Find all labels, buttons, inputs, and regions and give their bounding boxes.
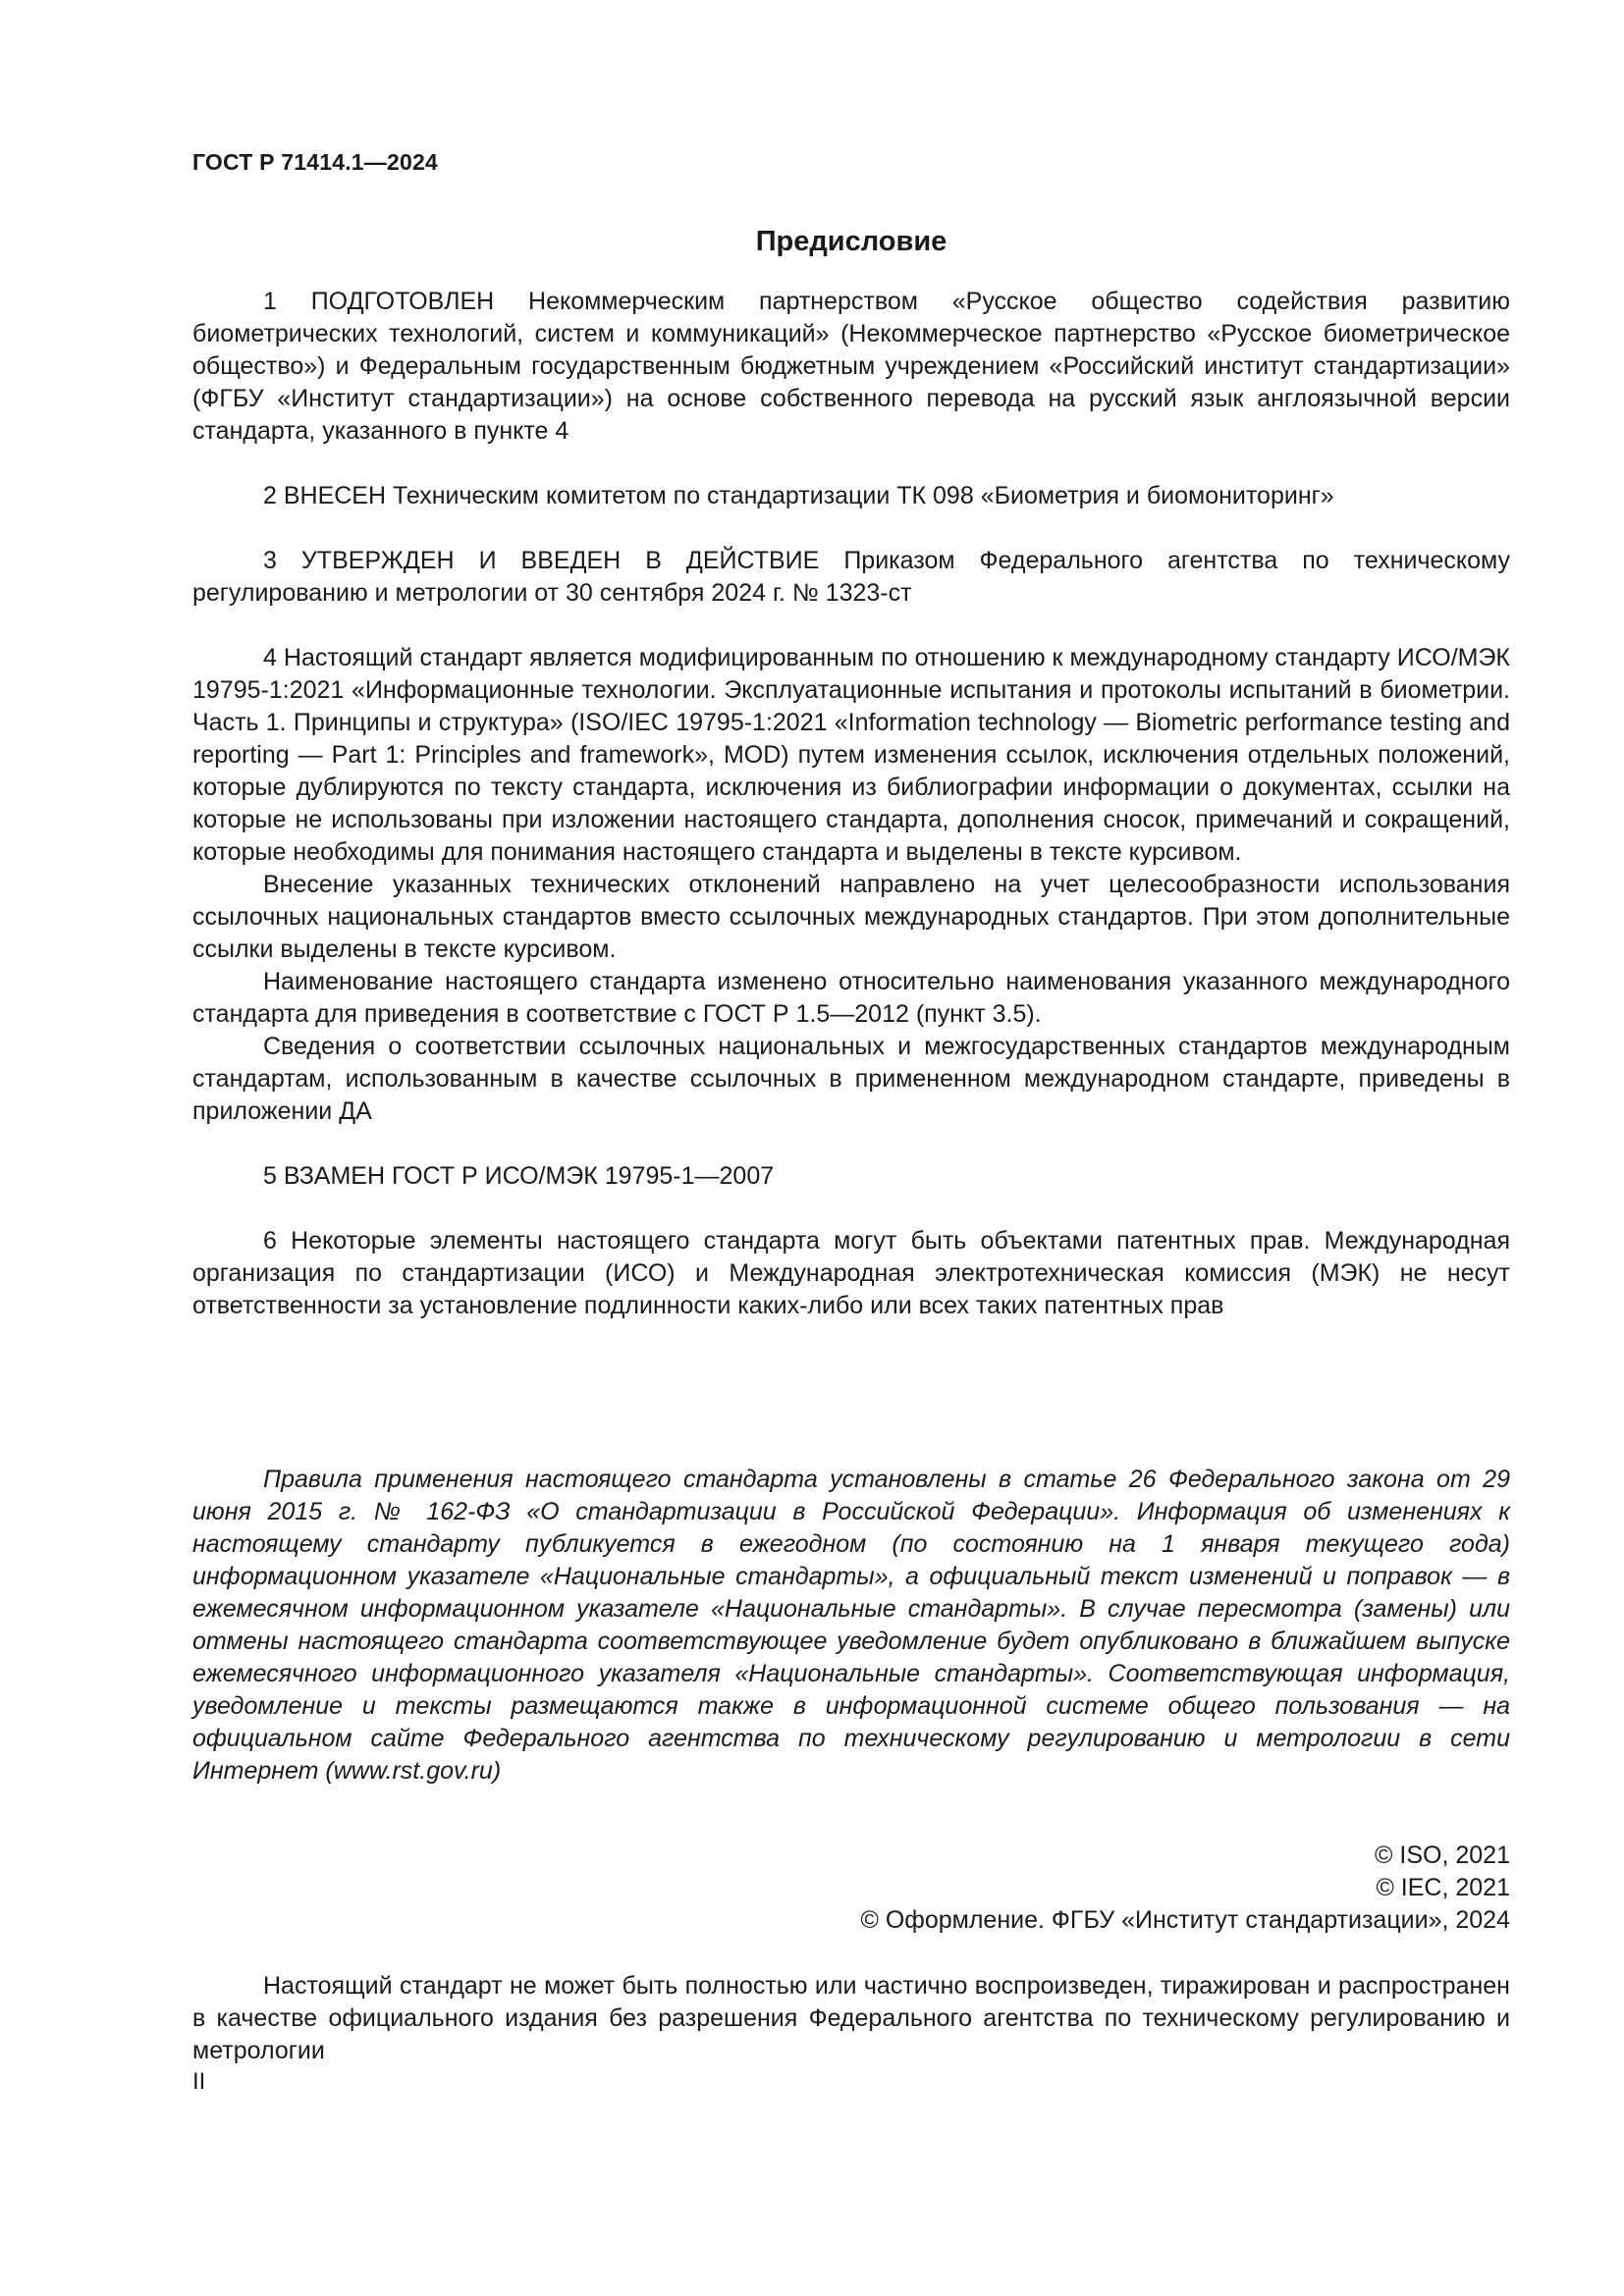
foreword-body bbox=[192, 286, 1510, 1322]
reproduction-notice: Настоящий стандарт не может быть полностью или частично воспроизведен, тиражирован и распространен в качестве официального издания без разрешения Федерального агентства по техническому регулированию и метрологии bbox=[192, 1972, 1510, 2064]
paragraph-prepared-by: 1 ПОДГОТОВЛЕН Некоммерческим партнерством «Русское общество содействия развитию биометрических технологий, систем и коммуникаций» (Некоммерческое партнерство «Русское биометрическое общество») и Федеральным государственным бюджетным учреждением «Российский институт стандартизации» (ФГБУ «Институт стандартизации») на основе собственного перевода на русский язык англоязычной версии стандарта, указанного в пункте 4 bbox=[192, 288, 1510, 445]
paragraph-approved: 3 УТВЕРЖДЕН И ВВЕДЕН В ДЕЙСТВИЕ Приказом Федерального агентства по техническому регулированию и метрологии от 30 сентября 2024 г. № 1323-ст bbox=[192, 547, 1510, 607]
application-rules-notice: Правила применения настоящего стандарта установлены в статье 26 Федерального закона от 29 июня 2015 г. № 162-ФЗ «О стандартизации в Российской Федерации». Информация об изменениях к настоящему стандарту публикуется в ежегодном (по состоянию на 1 января текущего года) информационном указателе «Национальные стандарты», а официальный текст изменений и поправок — в ежемесячном информационном указателе «Национальные стандарты». В случае пересмотра (замены) или отмены настоящего стандарта соответствующее уведомление будет опубликовано в ближайшем выпуске ежемесячного информационного указателя «Национальные стандарты». Соответствующая информация, уведомление и тексты размещаются также в информационной системе общего пользования — на официальном сайте Федерального агентства по техническому регулированию и метрологии в сети Интернет (www.rst.gov.ru) bbox=[192, 1466, 1510, 1785]
document-number-header: ГОСТ Р 71414.1—2024 bbox=[192, 149, 438, 175]
copyright-design: © Оформление. ФГБУ «Институт стандартизации», 2024 bbox=[860, 1906, 1510, 1934]
copyright-iso: © ISO, 2021 bbox=[1375, 1842, 1510, 1869]
page-title: Предисловие bbox=[755, 226, 947, 257]
paragraph-modification: 4 Настоящий стандарт является модифицированным по отношению к международному стандарту ИСО/МЭК 19795-1:2021 «Информационные технологии. Эксплуатационные испытания и протоколы испытаний в биометрии. Часть 1. Принципы и структура» (ISO/IEC 19795-1:2021 «Information technology — Biometric performance testing and reporting — Part 1: Principles and framework», MOD) путем изменения ссылок, исключения отдельных положений, которые дублируются по тексту стандарта, исключения из библиографии информации о документах, ссылки на которые не использованы при изложении настоящего стандарта, дополнения сносок, примечаний и сокращений, которые необходимы для понимания настоящего стандарта и выделены в тексте курсивом. bbox=[192, 644, 1510, 866]
copyright-iec: © IEC, 2021 bbox=[1376, 1874, 1510, 1901]
copyright-block bbox=[192, 1840, 1510, 1937]
paragraph-title-change: Наименование настоящего стандарта изменено относительно наименования указанного международного стандарта для приведения в соответствие с ГОСТ Р 1.5—2012 (пункт 3.5). bbox=[192, 968, 1510, 1028]
paragraph-deviations: Внесение указанных технических отклонений направлено на учет целесообразности использования ссылочных национальных стандартов вместо ссылочных международных стандартов. При этом дополнительные ссылки выделены в тексте курсивом. bbox=[192, 871, 1510, 963]
paragraph-patents: 6 Некоторые элементы настоящего стандарта могут быть объектами патентных прав. Международная организация по стандартизации (ИСО) и Международная электротехническая комиссия (МЭК) не несут ответственности за установление подлинности каких-либо или всех таких патентных прав bbox=[192, 1227, 1510, 1319]
paragraph-replaces: 5 ВЗАМЕН ГОСТ Р ИСО/МЭК 19795-1—2007 bbox=[263, 1162, 775, 1190]
paragraph-introduced-by: 2 ВНЕСЕН Техническим комитетом по стандартизации ТК 098 «Биометрия и биомониторинг» bbox=[263, 482, 1334, 509]
paragraph-references-info: Сведения о соответствии ссылочных национальных и межгосударственных стандартов международным стандартам, использованным в качестве ссылочных в примененном международном стандарте, приведены в приложении ДА bbox=[192, 1033, 1510, 1125]
page-number: II bbox=[192, 2068, 206, 2095]
